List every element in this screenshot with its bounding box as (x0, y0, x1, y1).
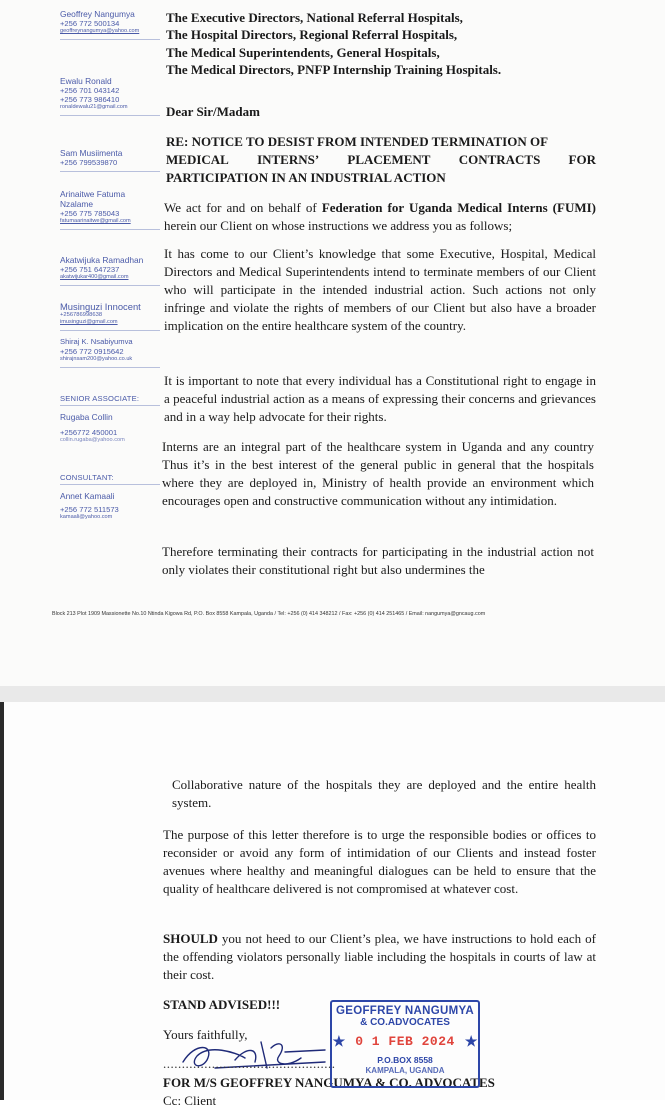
paragraph-liability (163, 930, 596, 984)
letterhead-footer: Block 213 Plot 1909 Massionette No.10 Ntinda Kigowa Rd, P.O. Box 8558 Kampala, Uganda / Tel: +256 (0) 414 348212 / Fax: +256 (0) 414 251465 / Email: nangumya@gncaug.com (52, 611, 486, 617)
paragraph-text: We act for and on behalf of (164, 200, 322, 215)
addressee-line: The Medical Directors, PNFP Internship Training Hospitals. (166, 62, 502, 78)
sidebar-divider (60, 484, 160, 485)
partner-entry (60, 255, 160, 286)
subject-word: PLACEMENT (347, 152, 431, 167)
letter-page-2 (0, 702, 665, 1108)
partner-entry (60, 76, 160, 116)
page-edge-shadow (0, 702, 4, 1100)
partner-name: Sam Musiimenta (60, 148, 123, 158)
partner-entry (60, 148, 160, 172)
partner-email[interactable]: imusinguzi@gmail.com (60, 319, 118, 325)
stamp-date: 0 1 FEB 2024 (355, 1034, 455, 1049)
subject-word: INTERNS’ (257, 152, 320, 167)
emphasis-word: SHOULD (163, 931, 218, 946)
senior-associate-email[interactable]: collin.rugaba@yahoo.com (60, 437, 125, 443)
senior-associate-section (60, 394, 160, 444)
client-name: Federation for Uganda Medical Interns (FUMI) (321, 200, 596, 215)
consultant-email[interactable]: kamaali@yahoo.com (60, 514, 113, 520)
paragraph-knowledge: It has come to our Client’s knowledge that some Executive, Hospital, Medical Directors and Medical Superintendents intend to terminate members of our Client who will participate in the intended industrial action. Such actions not only infringe and violate the rights of members of our Client but also have a broader implication on the entire healthcare system of the country. (164, 246, 596, 333)
addressee-line: The Medical Superintendents, General Hospitals, (166, 44, 440, 60)
closing-yours-faithfully: Yours faithfully, (163, 1027, 248, 1042)
paragraph-instructions (164, 199, 596, 235)
subject-line-2 (166, 151, 596, 169)
paragraph-therefore: Therefore terminating their contracts for participating in the industrial action not only violates their constitutional right but also undermines the (162, 544, 594, 577)
subject-line-3: PARTICIPATION IN AN INDUSTRIAL ACTION (166, 170, 446, 185)
subject-word: CONTRACTS (458, 152, 541, 167)
partner-name: Arinaitwe Fatuma (60, 189, 126, 199)
partner-entry (60, 301, 160, 331)
addressee-line: The Executive Directors, National Referral Hospitals, (166, 10, 463, 25)
senior-associate-phone: +256772 450001 (60, 428, 118, 437)
partner-email[interactable]: shirajnsam200@yahoo.co.uk (60, 356, 133, 362)
paragraph-constitutional-right: It is important to note that every individual has a Constitutional right to engage in a peaceful industrial action as a means of expressing their concerns and grievances and in a way help advocate for their rights. (164, 373, 596, 424)
partner-phone: +256 772 0915642 (60, 347, 124, 356)
sidebar-divider (60, 367, 160, 368)
paragraph-text: you not heed to our Client’s plea, we have instructions to hold each of the offending violators personally liable including the hospitals in courts of law at their cost. (163, 931, 596, 982)
sidebar-divider (60, 285, 160, 286)
sidebar-divider (60, 171, 160, 172)
paragraph-interns: Interns are an integral part of the healthcare system in Uganda and any country Thus it’s in the best interest of the general public in general that the hospitals where they are deployed in, Ministry of health provide an environment which encourages open and constructive communication without any intimidation. (162, 439, 594, 508)
partner-name-2: Nzalame (60, 199, 94, 209)
partner-phone: +256 751 647237 (60, 265, 120, 274)
paragraph-text: herein our Client on whose instructions we address you as follows; (164, 218, 513, 233)
paragraph-collaborative: Collaborative nature of the hospitals they are deployed and the entire health system. (172, 777, 596, 810)
consultant-name: Annet Kamaali (60, 491, 115, 501)
partner-phone: +256786998638 (60, 312, 103, 318)
stamp-date-row (332, 1033, 478, 1050)
partner-phone: +256 799539870 (60, 158, 118, 167)
senior-associate-heading: SENIOR ASSOCIATE: (60, 394, 140, 403)
paragraph-purpose: The purpose of this letter therefore is to urge the responsible bodies or offices to reconsider or avoid any form of intimidation of our Clients and instead foster avenues where healthy and meaningful dialogues can be held to ensure that the quality of healthcare delivered is not compromised at whatever cost. (163, 827, 596, 896)
partner-name: Shiraj K. Nsabiyumva (60, 337, 133, 346)
page-separator (0, 686, 665, 702)
partner-entry (60, 9, 160, 40)
partner-email[interactable]: geoffreynangumya@yahoo.com (60, 28, 140, 34)
consultant-heading: CONSULTANT: (60, 473, 114, 482)
partner-phone: +256 775 785043 (60, 209, 120, 218)
addressee-block (166, 9, 606, 79)
subject-heading (166, 133, 596, 187)
consultant-phone: +256 772 511573 (60, 505, 119, 514)
subject-word: FOR (568, 152, 596, 167)
subject-text: RE: NOTICE TO DESIST FROM INTENDED TERMINATION OF (166, 134, 549, 149)
cc-line: Cc: Client (163, 1093, 217, 1108)
partner-entry (60, 189, 160, 230)
sidebar-divider (60, 229, 160, 230)
subject-word: MEDICAL (166, 152, 229, 167)
sidebar-divider (60, 115, 160, 116)
partner-phone-2: +256 773 986410 (60, 95, 120, 104)
stand-advised: STAND ADVISED!!! (163, 997, 281, 1012)
star-icon: ★ (464, 1033, 478, 1049)
stamp-location: KAMPALA, UGANDA (365, 1066, 445, 1075)
partner-name: Akatwijuka Ramadhan (60, 255, 144, 265)
firm-date-stamp (330, 1000, 480, 1088)
sidebar-divider (60, 405, 160, 406)
partner-email[interactable]: ronaldewalu21@gmail.com (60, 104, 128, 110)
addressee-line: The Hospital Directors, Regional Referral Hospitals, (166, 27, 458, 43)
firm-signoff: FOR M/S GEOFFREY NANGUMYA & CO. ADVOCATES (163, 1075, 495, 1090)
signature-dotted-line: .............................................. (163, 1056, 336, 1071)
sidebar-divider (60, 39, 160, 40)
stamp-firm-suffix: & CO.ADVOCATES (360, 1017, 450, 1028)
partner-name: Ewalu Ronald (60, 76, 112, 86)
partner-phone: +256 701 043142 (60, 86, 120, 95)
salutation: Dear Sir/Madam (166, 104, 260, 119)
partner-phone: +256 772 500134 (60, 19, 120, 28)
consultant-section (60, 473, 160, 521)
partner-name: Geoffrey Nangumya (60, 9, 135, 19)
partner-name: Musinguzi Innocent (60, 301, 141, 312)
star-icon: ★ (332, 1033, 346, 1049)
stamp-po-box: P.O.BOX 8558 (377, 1055, 433, 1065)
stamp-firm-name: GEOFFREY NANGUMYA (335, 1005, 474, 1017)
partner-entry (60, 337, 160, 368)
subject-line-1 (166, 133, 596, 151)
partner-email[interactable]: fatumaarinaitwe@gmail.com (60, 218, 131, 224)
senior-associate-name: Rugaba Collin (60, 412, 113, 422)
sidebar-divider (60, 330, 160, 331)
partner-email[interactable]: akatwijukar400@gmail.com (60, 274, 129, 280)
